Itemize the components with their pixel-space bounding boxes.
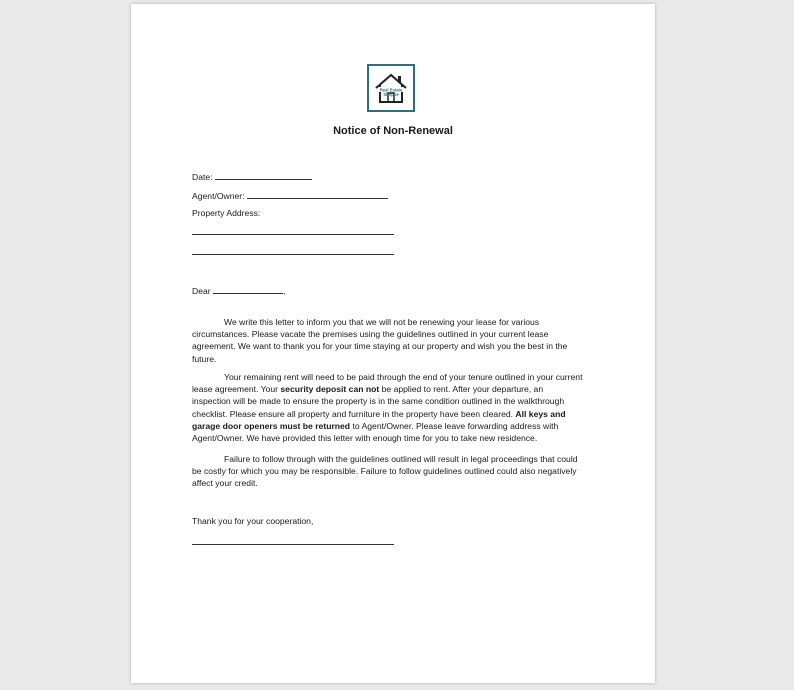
document-page (131, 4, 655, 683)
keys-returned-emphasis: All keys and garage door openers must be returned (192, 408, 566, 431)
property-address-label: Property Address: (192, 208, 261, 218)
closing-line: Thank you for your cooperation, (192, 516, 314, 526)
house-logo-icon (367, 64, 415, 112)
signature-blank[interactable] (192, 544, 394, 545)
agent-owner-blank[interactable] (247, 189, 388, 199)
svg-text:Shoppe: Shoppe (383, 92, 399, 97)
property-address-blank-1[interactable] (192, 234, 394, 235)
property-line (192, 208, 260, 219)
salutation-line (192, 284, 285, 297)
document-title: Notice of Non-Renewal (333, 125, 453, 137)
salutation-label: Dear (192, 286, 211, 296)
agent-owner-label: Agent/Owner: (192, 191, 245, 201)
paragraph-3: Failure to follow through with the guidelines outlined will result in legal proceedings that could be costly for which you may be responsible. Failure to follow guidelines outlined could also negatively affect your credit. (192, 454, 578, 489)
paragraph-2-text-3: to Agent/Owner. Please leave forwarding address with Agent/Owner. We have provided this letter with enough time for you to take new residence. (192, 420, 559, 444)
property-address-blank-2[interactable] (192, 254, 394, 255)
date-blank[interactable] (215, 170, 312, 180)
paragraph-2-text-2: be applied to rent. After your departure, an inspection will be made to ensure the property is in the same condition outlined in the walkthrough checklist. Please ensure all property and furniture in the property have been cleared. (192, 384, 565, 419)
security-deposit-emphasis: security deposit can not (280, 384, 380, 395)
paragraph-2-text-1: Your remaining rent will need to be paid through the end of your tenure outlined in your current lease agreement. Your (192, 372, 583, 395)
svg-text:Real Estate: Real Estate (379, 87, 403, 93)
date-line (192, 170, 312, 183)
date-label: Date: (192, 172, 213, 182)
salutation-comma: , (283, 286, 286, 296)
paragraph-1: We write this letter to inform you that we will not be renewing your lease for various circumstances. Please vacate the premises using the guidelines outlined in your current lease agreement. We want to thank you for your time staying at our property and wish you the best in the future. (192, 317, 568, 364)
paragraph-2 (192, 371, 584, 444)
recipient-blank[interactable] (213, 284, 286, 296)
agent-line (192, 189, 388, 202)
